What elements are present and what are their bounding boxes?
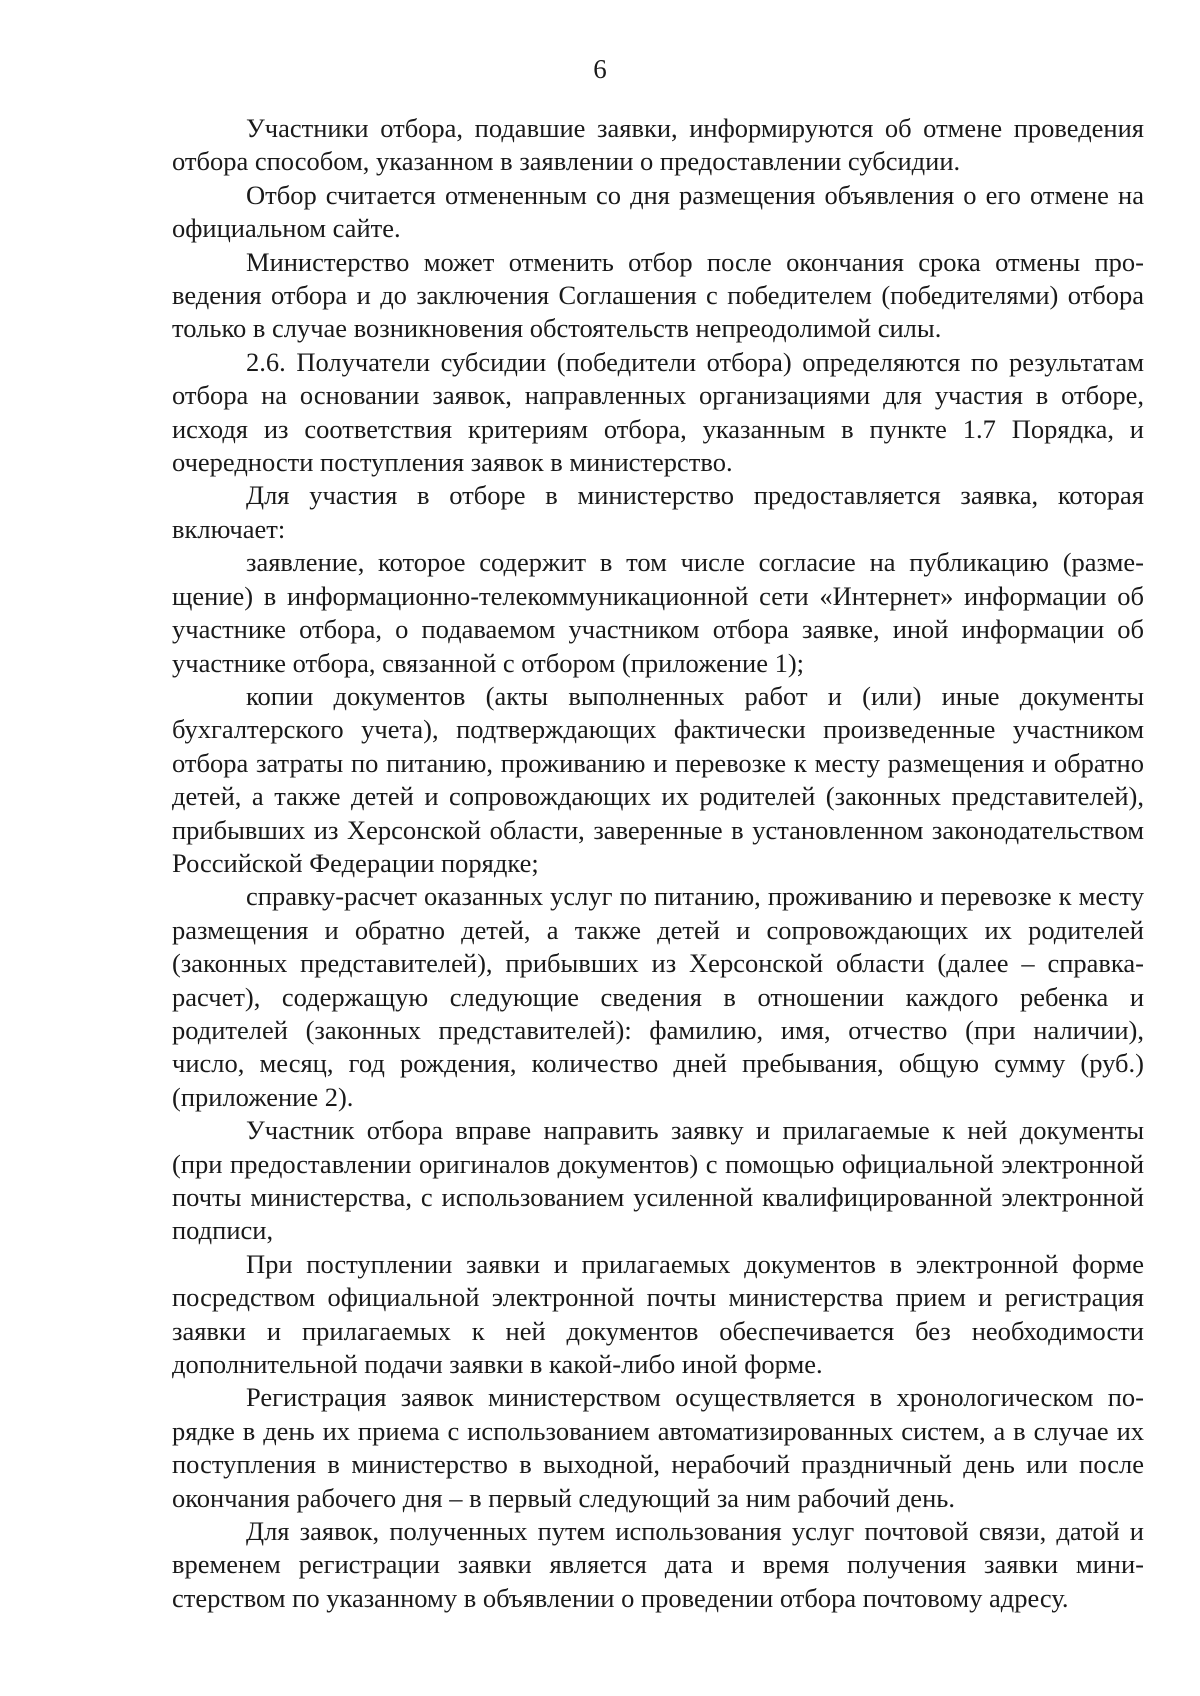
paragraph-cancellation-notice: Участники отбора, подавшие заявки, информируются об отмене проведения отбора способом, указанном в заявлении о предоставлении субсидии. bbox=[172, 113, 1144, 177]
paragraph-application-includes: Для участия в отборе в министерство предоставляется заявка, которая включает: bbox=[172, 480, 1144, 544]
paragraph-postal-registration: Для заявок, полученных путем использования услуг почтовой связи, датой и временем регистрации заявки является дата и время получения заявки министерством по указанному в объявлении о проведении отбора почтовому адресу. bbox=[172, 1516, 1144, 1613]
paragraph-chronological-registration: Регистрация заявок министерством осуществляется в хронологическом порядке в день их приема с использованием автоматизированных систем, а в случае их поступления в министерство в выходной, нерабочий праздничный день или после окончания рабочего дня – в первый следующий за ним рабочий день. bbox=[172, 1382, 1144, 1513]
paragraph-electronic-registration: При поступлении заявки и прилагаемых документов в электронной форме посредством официальной электронной почты министерства прием и регистрация заявки и прилагаемых к ней документов обеспечивается без необходимости дополнительной подачи заявки в какой-либо иной форме. bbox=[172, 1248, 1144, 1380]
page-number: 6 bbox=[593, 54, 607, 84]
paragraph-2-6-recipients: 2.6. Получатели субсидии (победители отбора) определяются по результатам отбора на основании заявок, направленных организациями для участия в отборе, исходя из соответствия критериям отбора, указанным в пункте 1.7 Порядка, и очередности поступления заявок в министерство. bbox=[172, 346, 1144, 478]
list-item-document-copies: копии документов (акты выполненных работ и (или) иные документы бухгалтерского учета), подтверждающих фактически произведенные участником отбора затраты по питанию, проживанию и перевозке к месту размещения и обратно детей, а также детей и сопровождающих их родителей (законных представителей), прибывших из Херсонской области, заверенные в установленном законодательством Российской Федерации порядке; bbox=[172, 680, 1144, 878]
paragraph-force-majeure: Министерство может отменить отбор после окончания срока отмены проведения отбора и до заключения Соглашения с победителем (победителями) отбора только в случае возникновения обстоятельств непреодолимой силы. bbox=[172, 246, 1144, 344]
paragraph-electronic-submission: Участник отбора вправе направить заявку и прилагаемые к ней документы (при предоставлении оригиналов документов) с помощью официальной электронной почты министерства, с использованием усиленной квалифицированной электронной подписи, bbox=[172, 1115, 1144, 1246]
paragraph-cancellation-date: Отбор считается отмененным со дня размещения объявления о его отмене на официальном сайте. bbox=[172, 179, 1144, 244]
document-body bbox=[172, 112, 1144, 1615]
list-item-calculation-certificate: справку-расчет оказанных услуг по питанию, проживанию и перевозке к месту размещения и обратно детей, а также детей и сопровождающих их родителей (законных представителей), прибывших из Херсонской области (далее – справка-расчет), содержащую следующие сведения в отношении каждого ребенка и родителей (законных представителей): фамилию, имя, отчество (при наличии), число, месяц, год рождения, количество дней пребывания, общую сумму (руб.) (приложение 2). bbox=[172, 881, 1144, 1112]
list-item-statement: заявление, которое содержит в том числе согласие на публикацию (размещение) в информационно-телекоммуникационной сети «Интернет» информации об участнике отбора, о подаваемом участником отбора заявке, иной информации об участнике отбора, связанной с отбором (приложение 1); bbox=[172, 547, 1144, 678]
